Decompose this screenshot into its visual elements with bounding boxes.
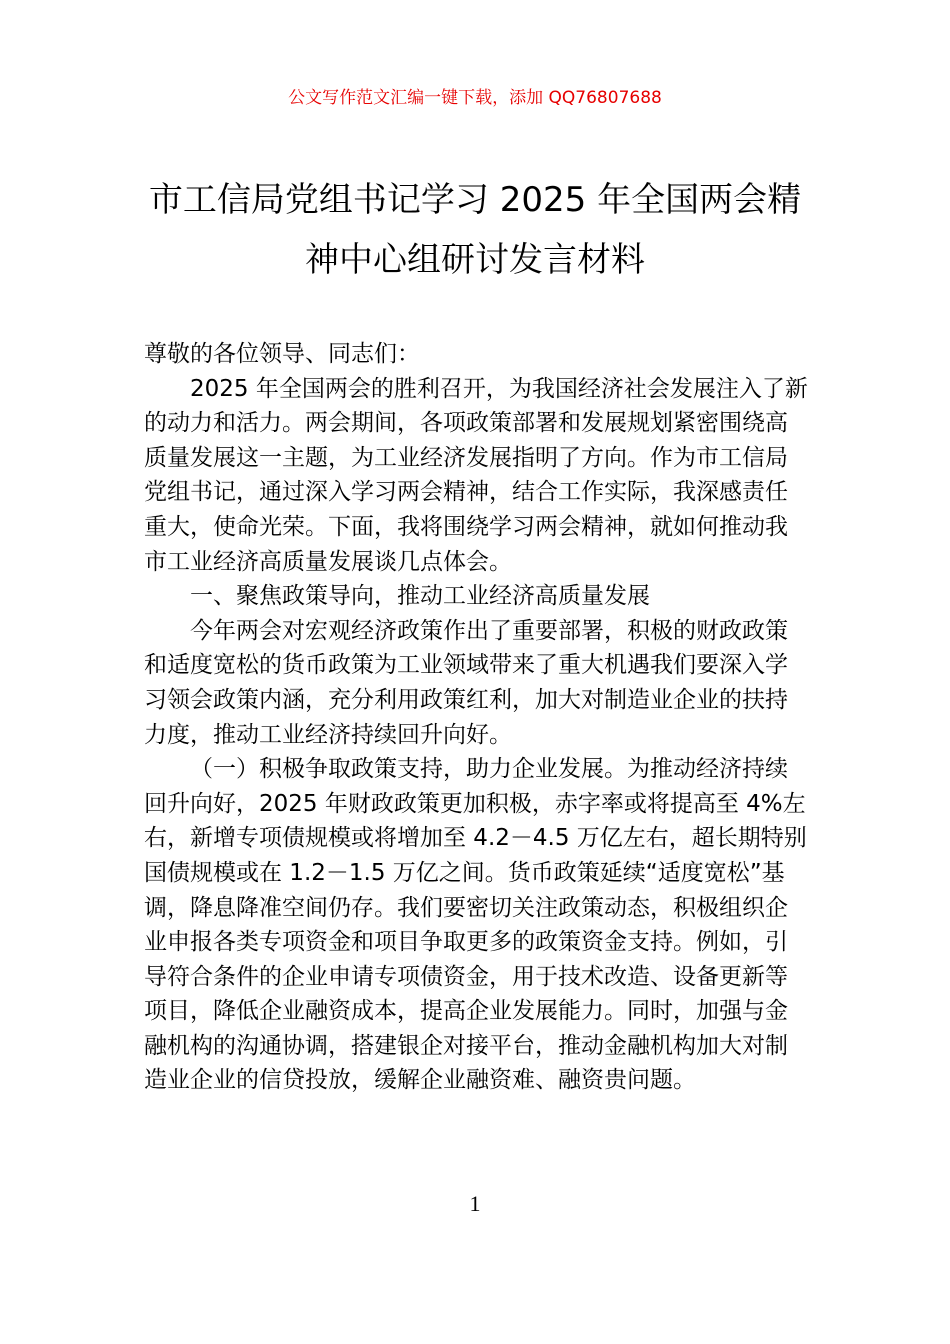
document-title: [120, 170, 830, 290]
title-line-2: 神中心组研讨发言材料: [305, 240, 645, 280]
section-heading-1: 一、聚焦政策导向，推动工业经济高质量发展: [190, 583, 650, 610]
title-line-1: 市工信局党组书记学习 2025 年全国两会精: [148, 180, 802, 220]
section-1-paragraph: 今年两会对宏观经济政策作出了重要部署，积极的财政政策和适度宽松的货币政策为工业领域带来了重大机遇我们要深入学习领会政策内涵，充分利用政策红利，加大对制造业企业的扶持力度，推动工业经济持续回升向好。: [144, 617, 788, 748]
download-notice: 公文写作范文汇编一键下载，添加 QQ76807688: [288, 88, 662, 108]
page-number: 1: [469, 1191, 481, 1216]
salutation: 尊敬的各位领导、同志们：: [144, 341, 420, 367]
intro-paragraph: 2025 年全国两会的胜利召开，为我国经济社会发展注入了新的动力和活力。两会期间，各项政策部署和发展规划紧密围绕高质量发展这一主题，为工业经济发展指明了方向。作为市工信局党组书记，通过深入学习两会精神，结合工作实际，我深感责任重大，使命光荣。下面，我将围绕学习两会精神，就如何推动我市工业经济高质量发展谈几点体会。: [144, 375, 808, 575]
subsection-1-paragraph: （一）积极争取政策支持，助力企业发展。为推动经济持续回升向好，2025 年财政政策更加积极，赤字率或将提高至 4%左右，新增专项债规模或将增加至 4.2－4.5 万亿左右，超长期特别国债规模或在 1.2－1.5 万亿之间。货币政策延续“适度宽松”基调，降息降准空间仍存。我们要密切关注政策动态，积极组织企业申报各类专项资金和项目争取更多的政策资金支持。例如，引导符合条件的企业申请专项债资金，用于技术改造、设备更新等项目，降低企业融资成本，提高企业发展能力。同时，加强与金融机构的沟通协调，搭建银企对接平台，推动金融机构加大对制造业企业的信贷投放，缓解企业融资难、融资贵问题。: [144, 756, 807, 1094]
document-body: [144, 337, 810, 1098]
